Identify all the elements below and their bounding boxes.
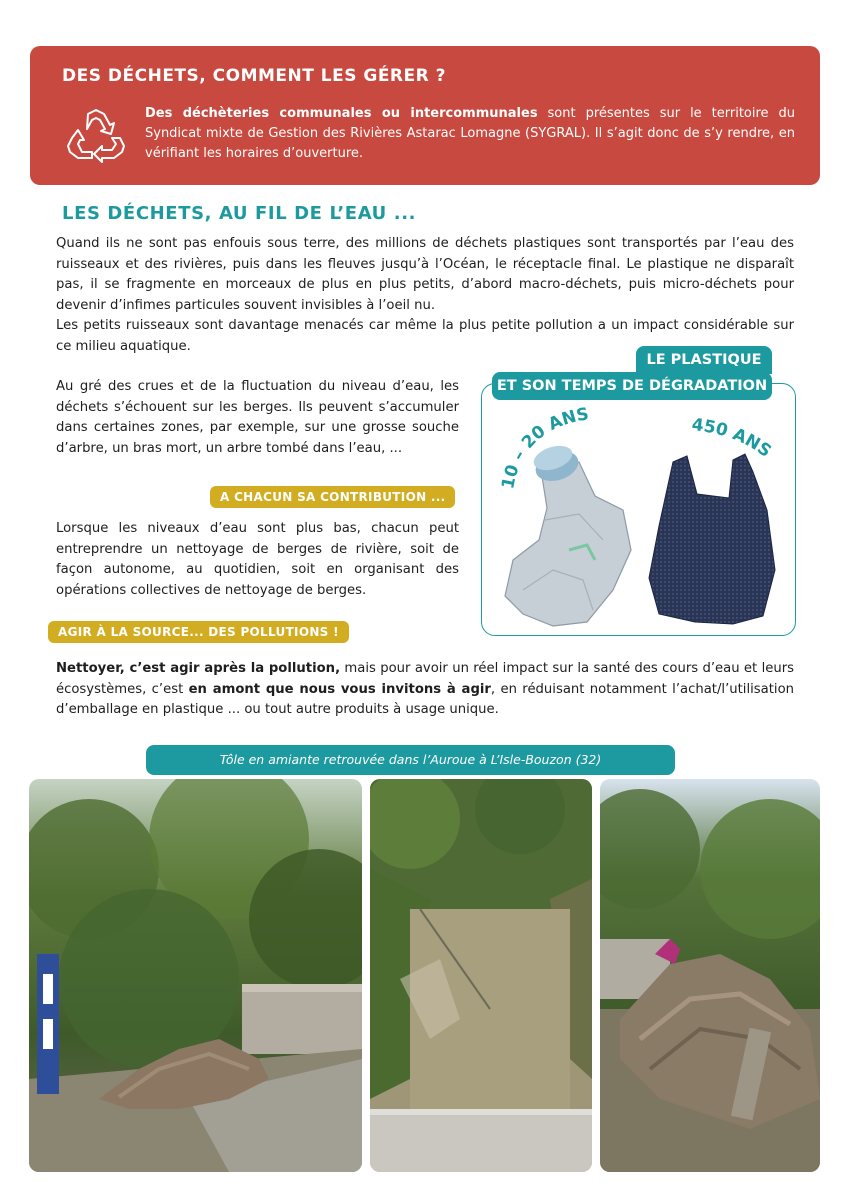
photo-riverbank-bridge (29, 779, 362, 1172)
bag-label-path: 450 ANS (690, 415, 775, 462)
photo-riverbank-bridge-image (29, 779, 362, 1172)
bag-icon (649, 454, 775, 624)
bag-label (691, 415, 775, 462)
crues-paragraph: Au gré des crues et de la fluctuation du niveau d’eau, les déchets s’échouent sur les berges. Ils peuvent s’accumuler dans certaines zones, par exemple, sur une grosse souche d’arbre, un bras mort, un arbre tombé dans l’eau, ... (56, 379, 459, 456)
photo-caption: Tôle en amiante retrouvée dans l’Auroue à L’Isle-Bouzon (32) (146, 745, 675, 775)
recycle-icon (66, 108, 126, 164)
contribution-paragraph: Lorsque les niveaux d’eau sont plus bas, chacun peut entreprendre un nettoyage de berges de rivière, soit de façon autonome, au quotidien, soit en organisant des opérations collectives de nettoyage de berges. (56, 521, 459, 598)
section-title: LES DÉCHETS, AU FIL DE L’EAU ... (62, 203, 417, 224)
info-box-title: DES DÉCHETS, COMMENT LES GÉRER ? (62, 66, 447, 86)
photo-river-water-image (370, 779, 592, 1172)
photo-river-water (370, 779, 592, 1172)
source-text-2: , en réduisant notamment l’achat/l’utilisation d’emballage en plastique ... ou tout autre produits à usage unique. (56, 681, 794, 717)
info-box-bold: Des déchèteries communales ou intercommunales (145, 106, 538, 121)
intro-paragraph-2: Les petits ruisseaux sont davantage menacés car même la plus petite pollution a un impact considérable sur ce milieu aquatique. (56, 318, 794, 354)
bottle-icon (505, 441, 631, 626)
bottle-label-path: 10 – 20 ANS (498, 404, 591, 491)
plastic-illustration (483, 400, 793, 632)
info-box (30, 46, 820, 185)
plastic-title-line2: ET SON TEMPS DE DÉGRADATION (492, 372, 772, 400)
source-paragraph (56, 659, 794, 721)
contribution-label: A CHACUN SA CONTRIBUTION ... (210, 486, 455, 508)
info-box-text (145, 104, 795, 164)
photo-asbestos-pile-image (600, 779, 820, 1172)
info-box-rest: sont présentes sur le territoire du Syndicat mixte de Gestion des Rivières Astarac Lomagne (SYGRAL). Il s’agit donc de s’y rendre, en vérifiant les horaires d’ouverture. (145, 106, 796, 161)
photo-asbestos-pile (600, 779, 820, 1172)
source-text-1: mais pour avoir un réel impact sur la santé des cours d’eau et leurs écosystèmes, c’est (56, 661, 794, 697)
plastic-title-line1: LE PLASTIQUE (636, 346, 772, 374)
source-bold-2: en amont que nous vous invitons à agir (188, 681, 491, 697)
source-label: AGIR À LA SOURCE... DES POLLUTIONS ! (48, 621, 349, 643)
intro-paragraph: Quand ils ne sont pas enfouis sous terre, des millions de déchets plastiques sont transportés par l’eau des ruisseaux et des rivières, puis dans les fleuves jusqu’à l’Océan, le réceptacle final. Le plastique ne disparaît pas, il se fragmente en morceaux de plus en plus petits, d’abord macro-déchets, puis micro-déchets pour devenir d’infimes particules souvent invisibles à l’oeil nu. (56, 236, 794, 313)
source-bold-1: Nettoyer, c’est agir après la pollution, (56, 661, 341, 676)
